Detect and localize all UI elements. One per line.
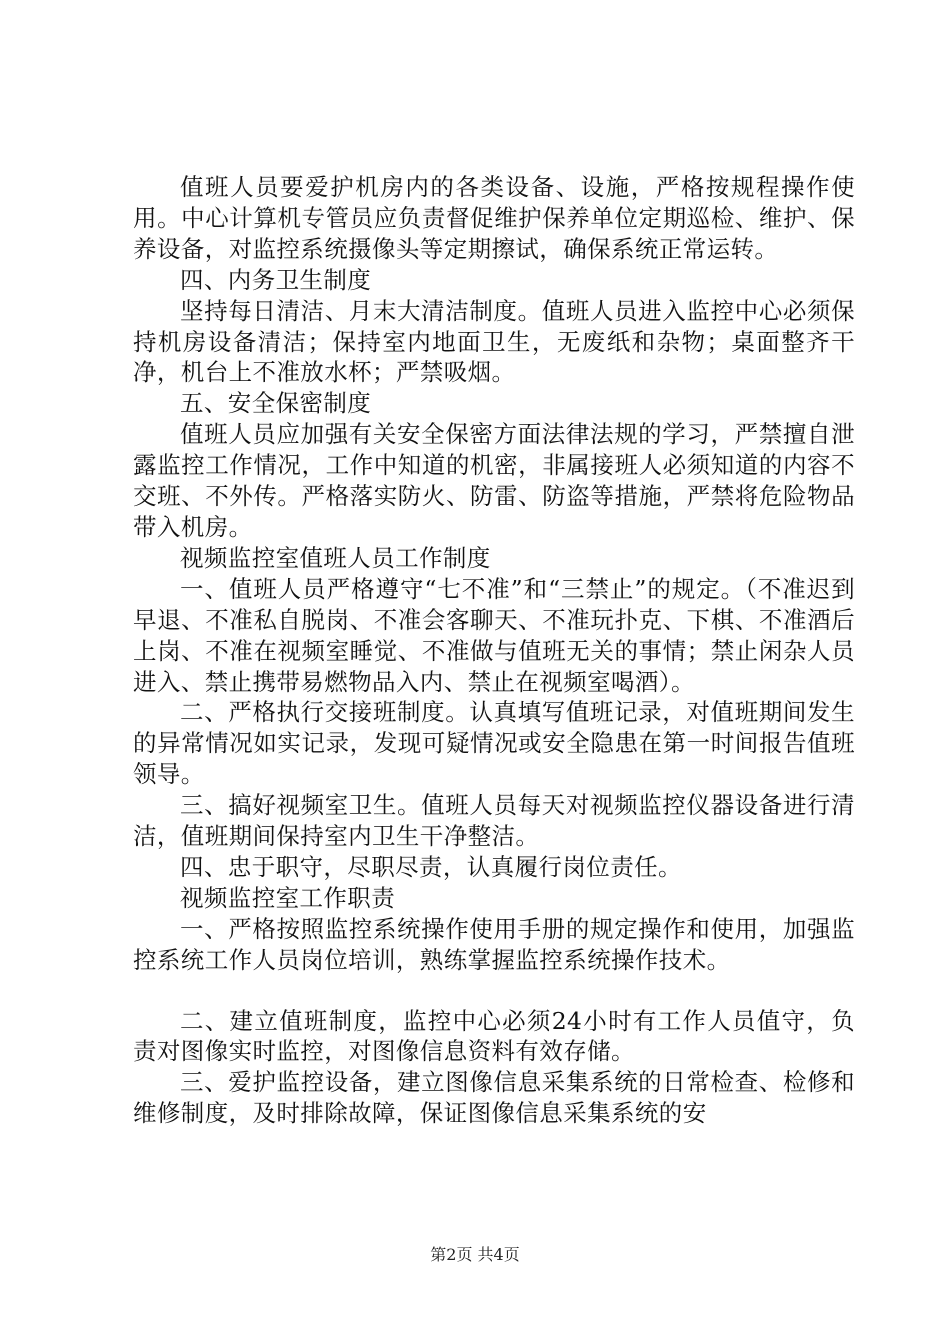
paragraph-hygiene: 坚持每日清洁、月末大清洁制度。值班人员进入监控中心必须保持机房设备清洁；保持室内地面卫生，无废纸和杂物；桌面整齐干净，机台上不准放水杯；严禁吸烟。 [133, 296, 855, 387]
paragraph-duty-3: 三、爱护监控设备，建立图像信息采集系统的日常检查、检修和维修制度，及时排除故障，保证图像信息采集系统的安 [133, 1068, 855, 1128]
paragraph-duty-rule-3: 三、搞好视频室卫生。值班人员每天对视频监控仪器设备进行清洁，值班期间保持室内卫生干净整洁。 [133, 791, 855, 851]
document-body [133, 172, 855, 1129]
heading-security-confidentiality: 五、安全保密制度 [180, 389, 372, 418]
paragraph-security: 值班人员应加强有关安全保密方面法律法规的学习，严禁擅自泄露监控工作情况，工作中知道的机密，非属接班人必须知道的内容不交班、不外传。严格落实防火、防雷、防盗等措施，严禁将危险物品带入机房。 [133, 420, 855, 541]
paragraph-duty-1: 一、严格按照监控系统操作使用手册的规定操作和使用，加强监控系统工作人员岗位培训，熟练掌握监控系统操作技术。 [133, 914, 855, 974]
paragraph-duty-2: 二、建立值班制度，监控中心必须24小时有工作人员值守，负责对图像实时监控，对图像信息资料有效存储。 [133, 1006, 855, 1066]
page-number-footer: 第2页 共4页 [430, 1245, 520, 1264]
paragraph-duty-rule-4: 四、忠于职守，尽职尽责，认真履行岗位责任。 [180, 852, 682, 881]
heading-duty-staff-rules: 视频监控室值班人员工作制度 [180, 543, 491, 572]
paragraph-duty-rule-2: 二、严格执行交接班制度。认真填写值班记录，对值班期间发生的异常情况如实记录，发现可疑情况或安全隐患在第一时间报告值班领导。 [133, 698, 855, 789]
paragraph-gap [133, 976, 855, 1006]
heading-monitoring-room-duties: 视频监控室工作职责 [180, 883, 396, 912]
paragraph-duty-rule-1: 一、值班人员严格遵守“七不准”和“三禁止”的规定。（不准迟到早退、不准私自脱岗、不准会客聊天、不准玩扑克、下棋、不准酒后上岗、不准在视频室睡觉、不准做与值班无关的事情；禁止闲杂人员进入、禁止携带易燃物品入内、禁止在视频室喝酒）。 [133, 574, 855, 696]
paragraph-equipment-care: 值班人员要爱护机房内的各类设备、设施，严格按规程操作使用。中心计算机专管员应负责督促维护保养单位定期巡检、维护、保养设备，对监控系统摄像头等定期擦试，确保系统正常运转。 [133, 173, 855, 263]
heading-hygiene-system: 四、内务卫生制度 [180, 265, 372, 294]
